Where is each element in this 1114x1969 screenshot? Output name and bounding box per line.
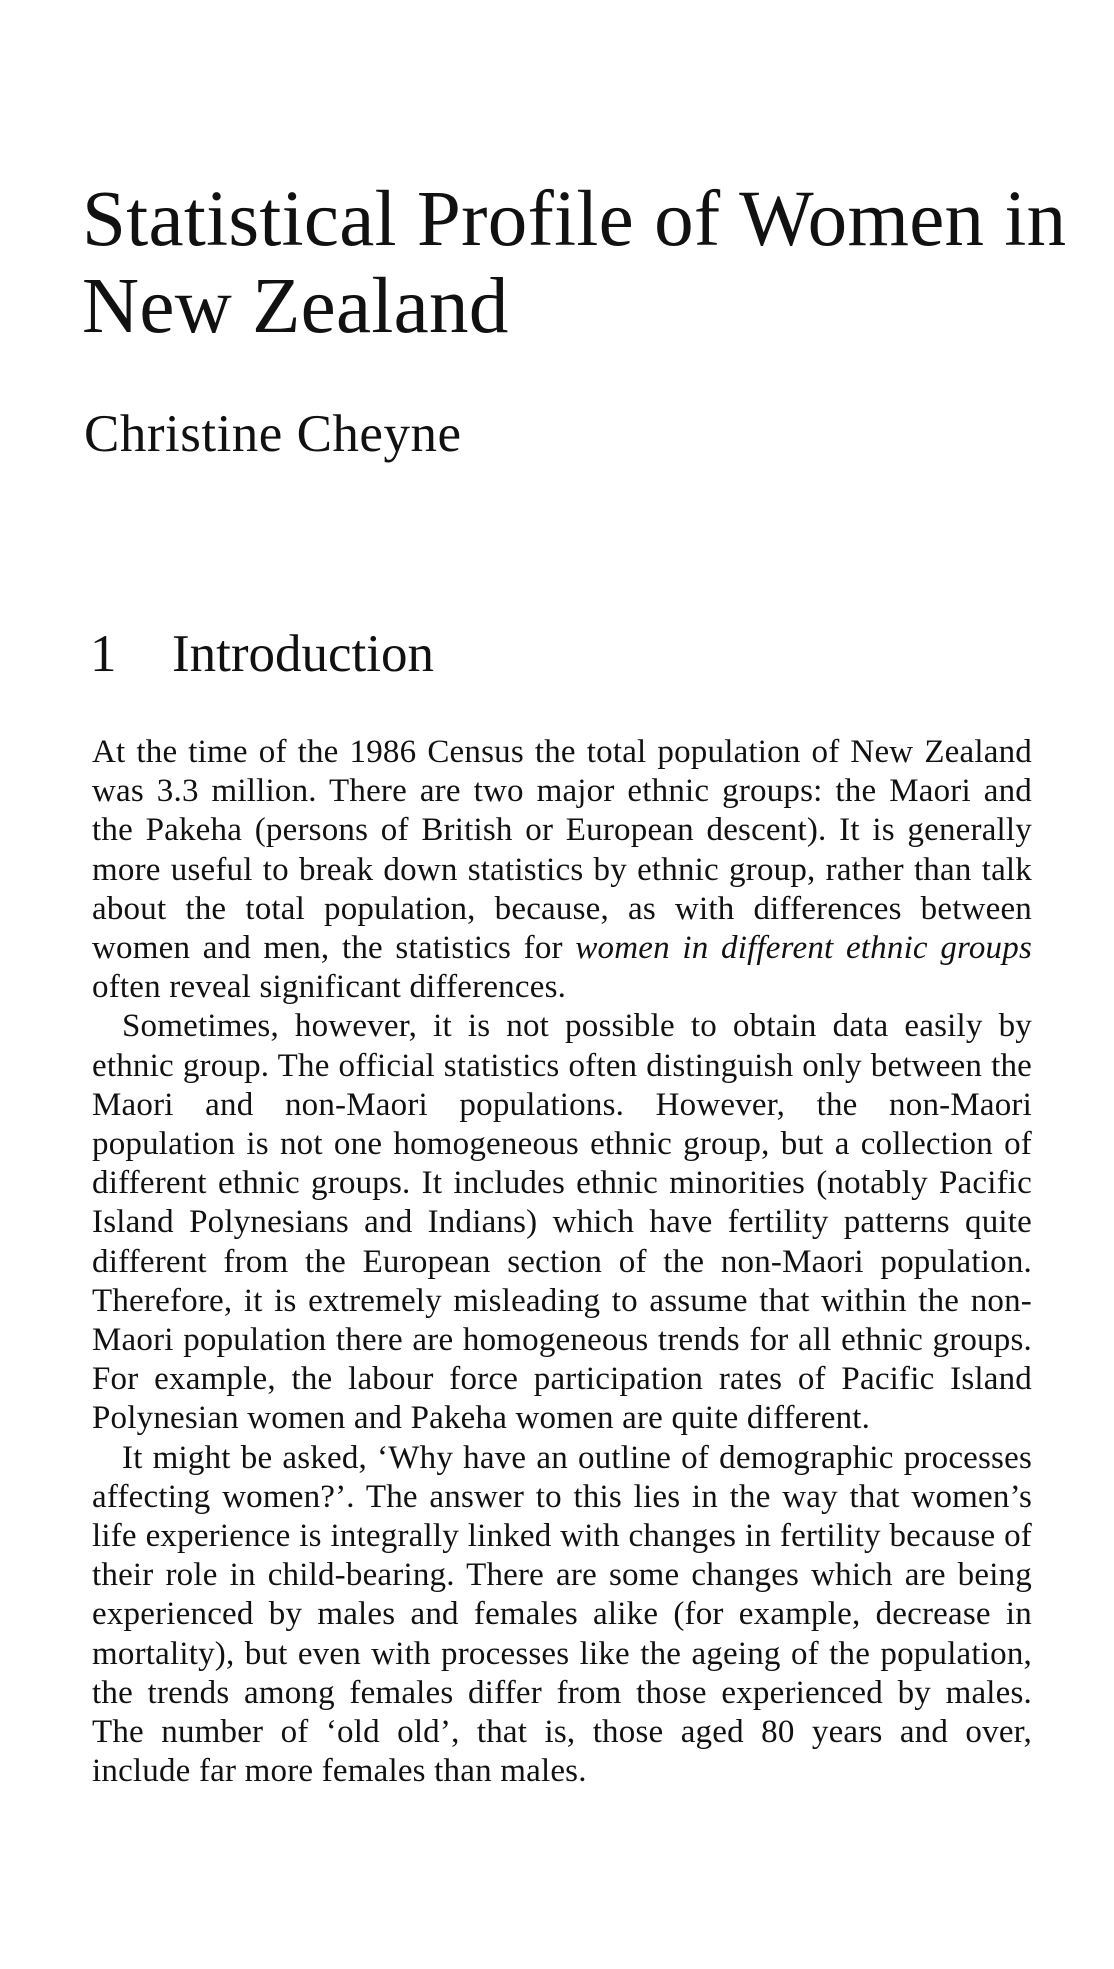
chapter-title: Statistical Profile of Women in New Zealand <box>82 176 1067 350</box>
paragraph-2: Sometimes, however, it is not possible to obtain data easily by ethnic group. The official statistics often distinguish only between the Maori and non-Maori populations. However, the non-Maori population is not one homogeneous ethnic group, but a collection of different ethnic groups. It includes ethnic minorities (notably Pacific Island Polynesians and Indians) which have fertility patterns quite different from the European section of the non-Maori population. Therefore, it is extremely misleading to assume that within the non-Maori population there are homogeneous trends for all ethnic groups. For example, the labour force participation rates of Pacific Island Polynesian women and Pakeha women are quite different. <box>92 1008 1032 1437</box>
paragraph-1 <box>92 733 1032 1007</box>
body-text <box>92 733 1032 1791</box>
section-title: Introduction <box>172 625 434 683</box>
author-name: Christine Cheyne <box>84 405 462 463</box>
paragraph-1-emphasis: women in different ethnic groups <box>575 930 1033 967</box>
paragraph-1-text-end: often reveal significant differences. <box>92 969 567 1006</box>
paragraph-3: It might be asked, ‘Why have an outline of demographic processes affecting women?’. The answer to this lies in the way that women’s life experience is integrally linked with changes in fertility because of their role in child-bearing. There are some changes which are being experienced by males and females alike (for example, decrease in mortality), but even with processes like the ageing of the population, the trends among females differ from those experienced by males. The number of ‘old old’, that is, those aged 80 years and over, include far more females than males. <box>92 1439 1032 1790</box>
paragraph-1-text-start: At the time of the 1986 Census the total population of New Zealand was 3.3 million. There are two major ethnic groups: the Maori and the Pakeha (persons of British or European descent). It is generally more useful to break down statistics by ethnic group, rather than talk about the total population, because, as with differences between women and men, the statistics for <box>92 734 1032 967</box>
section-heading <box>90 622 434 686</box>
section-number: 1 <box>90 625 117 683</box>
